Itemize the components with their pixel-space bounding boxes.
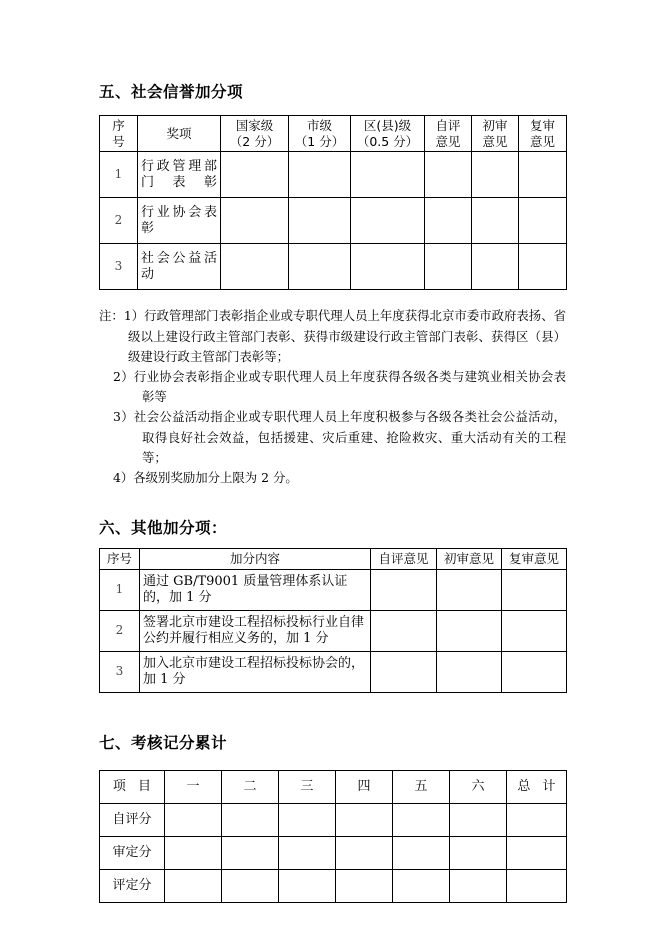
cell-self-review[interactable] [371, 610, 437, 651]
note-item-1 [99, 306, 566, 367]
document-content [99, 0, 566, 903]
cell-one[interactable] [165, 836, 222, 869]
col-header-five: 五 [393, 770, 450, 803]
table-row [100, 152, 567, 198]
cell-self-review[interactable] [425, 198, 472, 244]
cell-self-review[interactable] [425, 244, 472, 290]
cell-three[interactable] [279, 803, 336, 836]
cell-second-review[interactable] [502, 569, 567, 610]
cell-first-review[interactable] [437, 651, 502, 692]
section7-table [99, 770, 567, 903]
cell-first-review[interactable] [437, 610, 502, 651]
cell-seq: 2 [100, 198, 138, 244]
table-header-row [100, 549, 567, 570]
table-row [100, 803, 567, 836]
cell-district[interactable] [351, 244, 425, 290]
cell-three[interactable] [279, 836, 336, 869]
section5-table [99, 115, 567, 290]
table-row [100, 569, 567, 610]
cell-five[interactable] [393, 869, 450, 902]
cell-four[interactable] [336, 869, 393, 902]
section5-heading: 五、社会信誉加分项 [99, 83, 244, 101]
col-header-first-review: 初审 意见 [472, 116, 519, 152]
table-header-row [100, 116, 567, 152]
note-text: 2）行业协会表彰指企业或专职代理人员上年度获得各级各类与建筑业相关协会表彰等 [113, 368, 566, 405]
table-row [100, 244, 567, 290]
cell-first-review[interactable] [472, 198, 519, 244]
table-row [100, 869, 567, 902]
cell-total[interactable] [507, 803, 567, 836]
table-row [100, 198, 567, 244]
section7-heading: 七、考核记分累计 [99, 733, 228, 752]
col-header-self-review: 自评意见 [371, 549, 437, 570]
col-header-first-review: 初审意见 [437, 549, 502, 570]
cell-second-review[interactable] [519, 198, 567, 244]
cell-city[interactable] [289, 152, 351, 198]
col-header-city: 市级 （1 分） [289, 116, 351, 152]
col-header-self-review: 自评 意见 [425, 116, 472, 152]
cell-self-review[interactable] [425, 152, 472, 198]
col-header-three: 三 [279, 770, 336, 803]
cell-two[interactable] [222, 803, 279, 836]
cell-four[interactable] [336, 803, 393, 836]
col-header-total: 总 计 [507, 770, 567, 803]
cell-national[interactable] [221, 198, 289, 244]
cell-content: 加入北京市建设工程招标投标协会的，加 1 分 [140, 651, 371, 692]
cell-second-review[interactable] [519, 152, 567, 198]
cell-content: 签署北京市建设工程招标投标行业自律公约并履行相应义务的，加 1 分 [140, 610, 371, 651]
col-header-content: 加分内容 [140, 549, 371, 570]
cell-award: 行政管理部门表彰 [138, 152, 221, 198]
cell-national[interactable] [221, 152, 289, 198]
col-header-national: 国家级 （2 分） [221, 116, 289, 152]
col-header-seq: 序号 [100, 549, 140, 570]
cell-award: 行业协会表彰 [138, 198, 221, 244]
cell-five[interactable] [393, 803, 450, 836]
cell-first-review[interactable] [472, 152, 519, 198]
col-header-seq: 序 号 [100, 116, 138, 152]
cell-content: 通过 GB/T9001 质量管理体系认证的，加 1 分 [140, 569, 371, 610]
cell-one[interactable] [165, 803, 222, 836]
notes-prefix: 注： [99, 308, 124, 324]
cell-one[interactable] [165, 869, 222, 902]
row-label-approved-score: 审定分 [100, 836, 165, 869]
col-header-award: 奖项 [138, 116, 221, 152]
col-header-second-review: 复审意见 [502, 549, 567, 570]
cell-six[interactable] [450, 836, 507, 869]
cell-total[interactable] [507, 869, 567, 902]
col-header-item: 项 目 [100, 770, 165, 803]
col-header-four: 四 [336, 770, 393, 803]
cell-total[interactable] [507, 836, 567, 869]
col-header-second-review: 复审 意见 [519, 116, 567, 152]
cell-national[interactable] [221, 244, 289, 290]
table-row [100, 651, 567, 692]
cell-second-review[interactable] [502, 610, 567, 651]
note-text: 1）行政管理部门表彰指企业或专职代理人员上年度获得北京市委市政府表扬、省级以上建设行政主管部门表彰、获得市级建设行政主管部门表彰、获得区（县）级建设行政主管部门表彰等； [123, 308, 567, 364]
cell-three[interactable] [279, 869, 336, 902]
cell-two[interactable] [222, 869, 279, 902]
note-item-4 [99, 468, 566, 488]
table-row [100, 610, 567, 651]
row-label-self-score: 自评分 [100, 803, 165, 836]
note-text: 4）各级别奖励加分上限为 2 分。 [113, 470, 298, 486]
cell-city[interactable] [289, 244, 351, 290]
cell-first-review[interactable] [472, 244, 519, 290]
cell-seq: 1 [100, 152, 138, 198]
note-text: 3）社会公益活动指企业或专职代理人员上年度积极参与各级各类社会公益活动，取得良好社会效益，包括援建、灾后重建、抢险救灾、重大活动有关的工程等； [113, 409, 566, 465]
cell-seq: 1 [100, 569, 140, 610]
cell-award: 社会公益活动 [138, 244, 221, 290]
col-header-district: 区(县)级 （0.5 分） [351, 116, 425, 152]
cell-self-review[interactable] [371, 651, 437, 692]
cell-six[interactable] [450, 803, 507, 836]
col-header-two: 二 [222, 770, 279, 803]
note-item-3 [99, 407, 566, 468]
cell-five[interactable] [393, 836, 450, 869]
cell-city[interactable] [289, 198, 351, 244]
section5-notes [99, 306, 566, 488]
col-header-six: 六 [450, 770, 507, 803]
col-header-one: 一 [165, 770, 222, 803]
cell-seq: 3 [100, 651, 140, 692]
cell-district[interactable] [351, 198, 425, 244]
cell-four[interactable] [336, 836, 393, 869]
cell-six[interactable] [450, 869, 507, 902]
cell-seq: 3 [100, 244, 138, 290]
table-header-row [100, 770, 567, 803]
section6-heading: 六、其他加分项： [99, 519, 228, 538]
cell-first-review[interactable] [437, 569, 502, 610]
cell-second-review[interactable] [502, 651, 567, 692]
row-label-evaluated-score: 评定分 [100, 869, 165, 902]
cell-second-review[interactable] [519, 244, 567, 290]
section6-table [99, 548, 567, 693]
cell-seq: 2 [100, 610, 140, 651]
cell-two[interactable] [222, 836, 279, 869]
note-item-2 [99, 367, 566, 407]
table-row [100, 836, 567, 869]
cell-district[interactable] [351, 152, 425, 198]
cell-self-review[interactable] [371, 569, 437, 610]
